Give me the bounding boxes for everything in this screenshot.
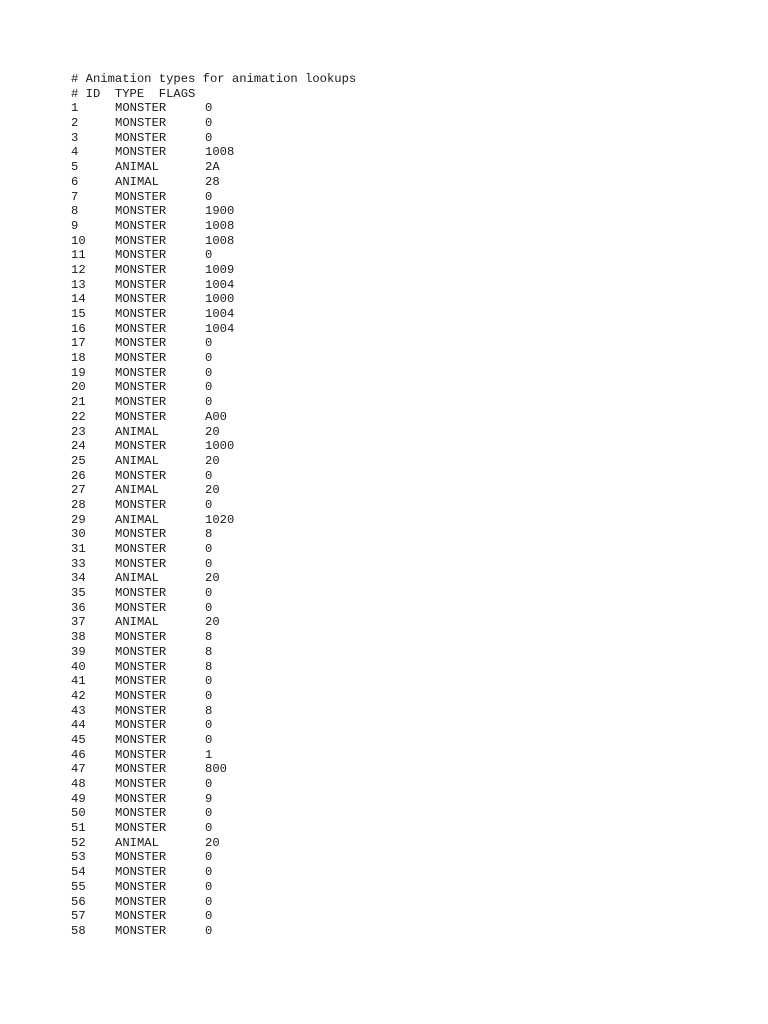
row-flags: 0: [205, 732, 213, 747]
table-row: [71, 234, 356, 249]
row-type: MONSTER: [115, 130, 167, 145]
row-type: MONSTER: [115, 218, 167, 233]
row-type: MONSTER: [115, 409, 167, 424]
row-id: 52: [71, 835, 86, 850]
table-row: [71, 674, 356, 689]
row-id: 4: [71, 145, 79, 160]
row-flags: 0: [205, 586, 213, 601]
row-id: 26: [71, 468, 86, 483]
row-type: ANIMAL: [115, 424, 159, 439]
row-flags: 0: [205, 923, 213, 938]
row-flags: 0: [205, 395, 213, 410]
row-flags: 0: [205, 189, 213, 204]
row-flags: 0: [205, 674, 213, 689]
row-type: ANIMAL: [115, 483, 159, 498]
row-id: 22: [71, 409, 86, 424]
text-document: [71, 72, 356, 939]
row-id: 11: [71, 248, 86, 263]
row-flags: 0: [205, 821, 213, 836]
row-id: 7: [71, 189, 79, 204]
table-row: [71, 601, 356, 616]
row-id: 31: [71, 542, 86, 556]
row-id: 58: [71, 923, 86, 938]
row-type: MONSTER: [115, 307, 167, 321]
row-flags: 20: [205, 483, 220, 498]
animation-table: [71, 101, 356, 938]
row-flags: 20: [205, 424, 220, 439]
row-type: MONSTER: [115, 644, 167, 659]
table-row: [71, 909, 356, 924]
row-type: MONSTER: [115, 688, 167, 703]
row-type: MONSTER: [115, 703, 167, 718]
row-flags: 0: [205, 879, 213, 894]
row-id: 36: [71, 600, 86, 615]
row-id: 50: [71, 806, 86, 821]
table-row: [71, 336, 356, 351]
row-type: MONSTER: [115, 351, 167, 366]
row-id: 10: [71, 233, 86, 248]
table-row: [71, 278, 356, 293]
table-row: [71, 762, 356, 777]
row-id: 28: [71, 497, 86, 512]
row-type: ANIMAL: [115, 453, 159, 468]
row-type: MONSTER: [115, 248, 167, 263]
row-type: MONSTER: [115, 233, 167, 248]
row-flags: 1004: [205, 277, 235, 292]
row-id: 12: [71, 262, 86, 277]
table-row: [71, 322, 356, 337]
row-type: MONSTER: [115, 791, 167, 806]
table-row: [71, 630, 356, 645]
row-flags: 8: [205, 644, 213, 659]
row-type: MONSTER: [115, 497, 167, 512]
row-type: ANIMAL: [115, 835, 159, 850]
row-id: 8: [71, 204, 79, 219]
row-flags: 2A: [205, 160, 220, 175]
row-flags: 800: [205, 762, 227, 777]
row-flags: 0: [205, 116, 213, 131]
table-row: [71, 748, 356, 763]
row-id: 37: [71, 615, 86, 630]
row-flags: 0: [205, 468, 213, 483]
row-type: MONSTER: [115, 718, 167, 733]
row-flags: 0: [205, 688, 213, 703]
table-row: [71, 865, 356, 880]
row-id: 41: [71, 674, 86, 689]
table-row: [71, 660, 356, 675]
row-flags: 0: [205, 718, 213, 733]
row-id: 57: [71, 909, 86, 924]
table-row: [71, 836, 356, 851]
row-id: 14: [71, 292, 86, 307]
row-flags: 1008: [205, 233, 235, 248]
row-type: MONSTER: [115, 336, 167, 351]
row-type: ANIMAL: [115, 615, 159, 630]
table-row: [71, 248, 356, 263]
row-id: 46: [71, 747, 86, 762]
title-comment: # Animation types for animation lookups: [71, 72, 357, 86]
row-flags: 0: [205, 542, 213, 556]
row-id: 45: [71, 732, 86, 747]
row-type: MONSTER: [115, 116, 167, 131]
row-id: 15: [71, 307, 86, 321]
row-flags: 1009: [205, 262, 235, 277]
row-flags: 0: [205, 865, 213, 880]
row-flags: 0: [205, 380, 213, 395]
row-flags: A00: [205, 409, 227, 424]
row-id: 23: [71, 424, 86, 439]
row-type: MONSTER: [115, 395, 167, 410]
row-type: MONSTER: [115, 101, 167, 116]
row-id: 3: [71, 130, 79, 145]
row-id: 54: [71, 865, 86, 880]
row-flags: 8: [205, 703, 213, 718]
row-id: 43: [71, 703, 86, 718]
row-id: 48: [71, 777, 86, 791]
row-type: MONSTER: [115, 659, 167, 674]
table-row: [71, 380, 356, 395]
table-row: [71, 821, 356, 836]
row-id: 33: [71, 556, 86, 571]
row-type: MONSTER: [115, 189, 167, 204]
row-type: MONSTER: [115, 879, 167, 894]
table-row: [71, 307, 356, 322]
table-row: [71, 586, 356, 601]
row-id: 2: [71, 116, 79, 131]
row-type: MONSTER: [115, 439, 167, 454]
row-flags: 0: [205, 600, 213, 615]
row-id: 24: [71, 439, 86, 454]
row-flags: 0: [205, 909, 213, 924]
table-row: [71, 718, 356, 733]
row-type: MONSTER: [115, 747, 167, 762]
row-flags: 1004: [205, 321, 235, 336]
row-id: 39: [71, 644, 86, 659]
row-type: MONSTER: [115, 145, 167, 160]
row-type: MONSTER: [115, 262, 167, 277]
table-row: [71, 204, 356, 219]
row-type: MONSTER: [115, 850, 167, 865]
row-flags: 0: [205, 351, 213, 366]
table-row: [71, 101, 356, 116]
table-row: [71, 850, 356, 865]
row-id: 17: [71, 336, 86, 351]
table-row: [71, 777, 356, 792]
row-id: 5: [71, 160, 79, 175]
row-id: 18: [71, 351, 86, 366]
table-row: [71, 513, 356, 528]
row-id: 34: [71, 571, 86, 586]
table-row: [71, 895, 356, 910]
row-flags: 1: [205, 747, 213, 762]
row-type: MONSTER: [115, 762, 167, 777]
table-row: [71, 806, 356, 821]
table-row: [71, 131, 356, 146]
table-row: [71, 175, 356, 190]
row-flags: 20: [205, 615, 220, 630]
row-flags: 1008: [205, 145, 235, 160]
row-flags: 0: [205, 336, 213, 351]
table-row: [71, 292, 356, 307]
table-row: [71, 924, 356, 939]
table-row: [71, 219, 356, 234]
row-flags: 8: [205, 527, 213, 542]
row-id: 19: [71, 365, 86, 380]
table-row: [71, 615, 356, 630]
table-row: [71, 160, 356, 175]
table-row: [71, 733, 356, 748]
row-flags: 0: [205, 556, 213, 571]
row-type: MONSTER: [115, 865, 167, 880]
table-row: [71, 410, 356, 425]
row-type: MONSTER: [115, 586, 167, 601]
table-row: [71, 483, 356, 498]
row-id: 53: [71, 850, 86, 865]
row-id: 21: [71, 395, 86, 410]
row-id: 40: [71, 659, 86, 674]
table-row: [71, 645, 356, 660]
table-row: [71, 527, 356, 542]
row-id: 6: [71, 174, 79, 189]
row-flags: 9: [205, 791, 213, 806]
row-type: ANIMAL: [115, 174, 159, 189]
table-row: [71, 439, 356, 454]
row-id: 42: [71, 688, 86, 703]
row-flags: 8: [205, 630, 213, 645]
row-flags: 1004: [205, 307, 235, 321]
row-flags: 28: [205, 174, 220, 189]
columns-comment: # ID TYPE FLAGS: [71, 86, 196, 101]
table-row: [71, 571, 356, 586]
row-flags: 0: [205, 850, 213, 865]
row-type: MONSTER: [115, 600, 167, 615]
row-flags: 0: [205, 806, 213, 821]
row-id: 16: [71, 321, 86, 336]
row-type: MONSTER: [115, 204, 167, 219]
row-flags: 0: [205, 101, 213, 116]
row-flags: 8: [205, 659, 213, 674]
row-id: 38: [71, 630, 86, 645]
row-type: MONSTER: [115, 542, 167, 556]
row-flags: 0: [205, 497, 213, 512]
table-row: [71, 145, 356, 160]
row-type: MONSTER: [115, 468, 167, 483]
row-id: 1: [71, 101, 79, 116]
table-row: [71, 366, 356, 381]
table-row: [71, 395, 356, 410]
table-row: [71, 704, 356, 719]
row-type: MONSTER: [115, 777, 167, 791]
row-id: 25: [71, 453, 86, 468]
row-id: 30: [71, 527, 86, 542]
row-flags: 0: [205, 248, 213, 263]
table-row: [71, 454, 356, 469]
row-type: MONSTER: [115, 630, 167, 645]
row-type: MONSTER: [115, 806, 167, 821]
row-flags: 1900: [205, 204, 235, 219]
row-type: ANIMAL: [115, 160, 159, 175]
row-type: MONSTER: [115, 674, 167, 689]
row-type: MONSTER: [115, 365, 167, 380]
row-id: 29: [71, 512, 86, 527]
row-id: 9: [71, 218, 79, 233]
row-type: MONSTER: [115, 909, 167, 924]
table-row: [71, 425, 356, 440]
row-id: 27: [71, 483, 86, 498]
row-id: 55: [71, 879, 86, 894]
row-id: 56: [71, 894, 86, 909]
row-id: 13: [71, 277, 86, 292]
table-row: [71, 542, 356, 557]
row-type: MONSTER: [115, 527, 167, 542]
row-id: 47: [71, 762, 86, 777]
table-row: [71, 792, 356, 807]
row-type: MONSTER: [115, 277, 167, 292]
row-type: MONSTER: [115, 923, 167, 938]
table-row: [71, 190, 356, 205]
row-flags: 0: [205, 130, 213, 145]
row-type: MONSTER: [115, 380, 167, 395]
table-row: [71, 880, 356, 895]
row-id: 51: [71, 821, 86, 836]
table-row: [71, 116, 356, 131]
row-type: MONSTER: [115, 894, 167, 909]
row-type: MONSTER: [115, 292, 167, 307]
row-flags: 1000: [205, 292, 235, 307]
row-flags: 1008: [205, 218, 235, 233]
row-type: MONSTER: [115, 821, 167, 836]
row-flags: 0: [205, 777, 213, 791]
table-row: [71, 498, 356, 513]
row-type: ANIMAL: [115, 571, 159, 586]
row-type: ANIMAL: [115, 512, 159, 527]
row-type: MONSTER: [115, 321, 167, 336]
row-flags: 20: [205, 571, 220, 586]
row-type: MONSTER: [115, 556, 167, 571]
row-id: 35: [71, 586, 86, 601]
table-row: [71, 263, 356, 278]
row-flags: 1000: [205, 439, 235, 454]
row-flags: 20: [205, 835, 220, 850]
table-row: [71, 469, 356, 484]
row-flags: 0: [205, 365, 213, 380]
table-row: [71, 557, 356, 572]
row-id: 20: [71, 380, 86, 395]
row-type: MONSTER: [115, 732, 167, 747]
row-flags: 0: [205, 894, 213, 909]
table-row: [71, 689, 356, 704]
table-row: [71, 351, 356, 366]
row-flags: 1020: [205, 512, 235, 527]
row-flags: 20: [205, 453, 220, 468]
row-id: 44: [71, 718, 86, 733]
row-id: 49: [71, 791, 86, 806]
